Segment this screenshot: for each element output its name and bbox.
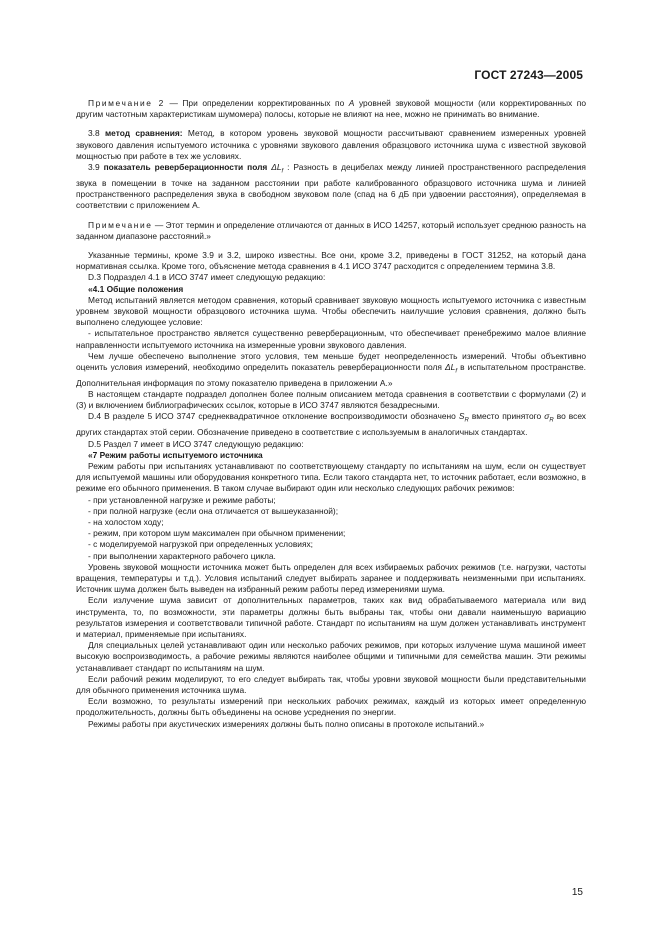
paragraph-7-g: Режимы работы при акустических измерениях должны быть полно описаны в протоколе испытаний.» — [88, 718, 485, 729]
paragraph-d4: D.4 В разделе 5 ИСО 3747 среднеквадратичное отклонение воспроизводимости обозначено $S_R$ вместо принятого $\sigma_R$ во всех других стандартах этой серии. Обозначение приведено в соответствие с используемым в аналогичных стандартах. — [76, 411, 586, 438]
list-item: - при выполнении характерного рабочего цикла. — [88, 550, 276, 561]
note-3-9: Примечание — Этот термин и определение отличаются от данных в ИСО 14257, который использует среднюю разность на заданном диапазоне расстояний.» — [76, 219, 586, 241]
list-item: - с моделируемой нагрузкой при определенных условиях; — [88, 539, 313, 550]
paragraph-4-1-a: Метод испытаний является методом сравнения, который сравнивает звуковую мощность испытуемого источника с известным уровнем звуковой мощности образцового источника шума. Чтобы обеспечить наилучшие условия сравнения, должно быть выполнено следующее условие: — [76, 294, 586, 328]
paragraph-4-1-c: Чем лучше обеспечено выполнение этого условия, тем меньше будет неопределенность измерений. Чтобы объективно оценить условия измерений, необходимо определить показатель реверберационности поля $\Delta L_f$ в испытательном пространстве. Дополнительная информация по этому показателю приведена в приложении А.» — [76, 350, 587, 388]
heading-7: «7 Режим работы испытуемого источника — [88, 449, 263, 460]
a-letter: А — [348, 98, 355, 108]
paragraph-7-e: Если рабочий режим моделируют, то его следует выбирать так, чтобы уровни звуковой мощности были представительными для обычного применения источника шума. — [76, 673, 586, 695]
paragraph-terms: Указанные термины, кроме 3.9 и 3.2, широко известны. Все они, кроме 3.2, приведены в ГОСТ 31252, на который дана нормативная ссылка. Кроме того, объяснение метода сравнения в 4.1 ИСО 3747 расходится с определением термина 3.8. — [76, 249, 586, 272]
page-number: 15 — [571, 887, 583, 898]
list-item: - при полной нагрузке (если она отличается от вышеуказанной); — [88, 505, 339, 516]
sigma-r-symbol: $\sigma_R$ — [544, 411, 554, 425]
paragraph-7-b: Уровень звуковой мощности источника может быть определен для всех избираемых рабочих режимов (т.е. нагрузки, частоты вращения, температуры и т.д.). Условия испытаний следует выбирать заранее и поддерживать неизменными при испытаниях. Источник шума должен быть выведен на избранный режим работы перед измерениями шума. — [76, 561, 586, 595]
paragraph-7-f: Если возможно, то результаты измерений при нескольких рабочих режимах, каждый из которых имеет определенную продолжительность, должны быть объединены на основе усреднения по энергии. — [76, 696, 586, 718]
heading-4-1: «4.1 Общие положения — [88, 283, 184, 294]
term-3-9: 3.9 показатель реверберационности поля $\Delta L_f$ : Разность в децибелах между линией пространственного распределения звука в помещении в точке на заданном расстоянии при работе калиброванного образцового источника шума и линией пространственного распределения звука в свободном звуковом поле (спад на 6 дБ при удвоении расстояния), определяемая в соответствии с приложением А. — [76, 162, 586, 211]
paragraph-7-a: Режим работы при испытаниях устанавливают по соответствующему стандарту по испытаниям на шум, если он существует для испытуемой машины или оборудования конкретного типа. Если такого стандарта нет, то источник работает, если возможно, в режиме его обычного применения. В таком случае выбирают один или несколько следующих рабочих режимов: — [76, 460, 586, 494]
term-3-9-title: показатель реверберационности поля — [103, 162, 272, 173]
list-item: - при установленной нагрузке и режиме работы; — [88, 494, 276, 505]
term-3-8: 3.8 метод сравнения: Метод, в котором уровень звуковой мощности рассчитывают сравнением измеренных уровней звукового давления испытуемого источника с уровнями звукового давления образцового источника шума с известной звуковой мощностью при работе в тех же условиях. — [76, 128, 586, 161]
note-2: Примечание 2 — При определении корректированных по А уровней звуковой мощности (или корректированных по другим частотным характеристикам шумомера) полосы, которые не влияют на нее, можно не принимать во внимание. — [76, 98, 586, 120]
delta-lf-symbol: $\Delta L_f$ — [271, 162, 284, 175]
sr-symbol: $S_R$ — [458, 411, 469, 425]
list-item: - на холостом ходу; — [88, 516, 164, 527]
paragraph-d5: D.5 Раздел 7 имеет в ИСО 3747 следующую редакцию: — [88, 438, 304, 449]
paragraph-7-d: Для специальных целей устанавливают один или несколько рабочих режимов, при которых излучение шума машиной имеет высокую воспроизводимость, а рабочие режимы являются наиболее общими и типичными для семейства машин. Эти режимы устанавливает стандарт по испытаниям на шум. — [76, 640, 586, 673]
standard-header: ГОСТ 27243—2005 — [474, 68, 583, 82]
note-label: Примечание — [88, 219, 153, 230]
paragraph-standard: В настоящем стандарте подраздел дополнен более полным описанием метода сравнения в соответствии с формулами (2) и (3) и включением библиографических ссылок, которые в ИСО 3747 являются безадресными. — [76, 389, 586, 411]
note-2-label: Примечание 2 — [88, 98, 165, 108]
delta-lf-symbol: $\Delta L_f$ — [445, 361, 457, 375]
page-body — [76, 98, 586, 730]
paragraph-7-c: Если излучение шума зависит от дополнительных параметров, таких как вид обрабатываемого материала или вид инструмента, то, по возможности, эти параметры должны быть выбраны так, чтобы они давали наименьшую вариацию результатов измерения и соответствовали типичной работе. Стандарт по испытаниям на шум должен устанавливать инструмент и материал, применяемые при испытаниях. — [76, 595, 586, 639]
list-item: - режим, при котором шум максимален при обычном применении; — [88, 528, 346, 539]
paragraph-d3: D.3 Подраздел 4.1 в ИСО 3747 имеет следующую редакцию: — [88, 272, 326, 283]
term-3-8-title: метод сравнения: — [104, 128, 183, 139]
paragraph-4-1-b: - испытательное пространство является существенно реверберационным, что обеспечивает пренебрежимо малое влияние направленности испытуемого источника на измеренные уровни звукового давления. — [76, 328, 586, 350]
